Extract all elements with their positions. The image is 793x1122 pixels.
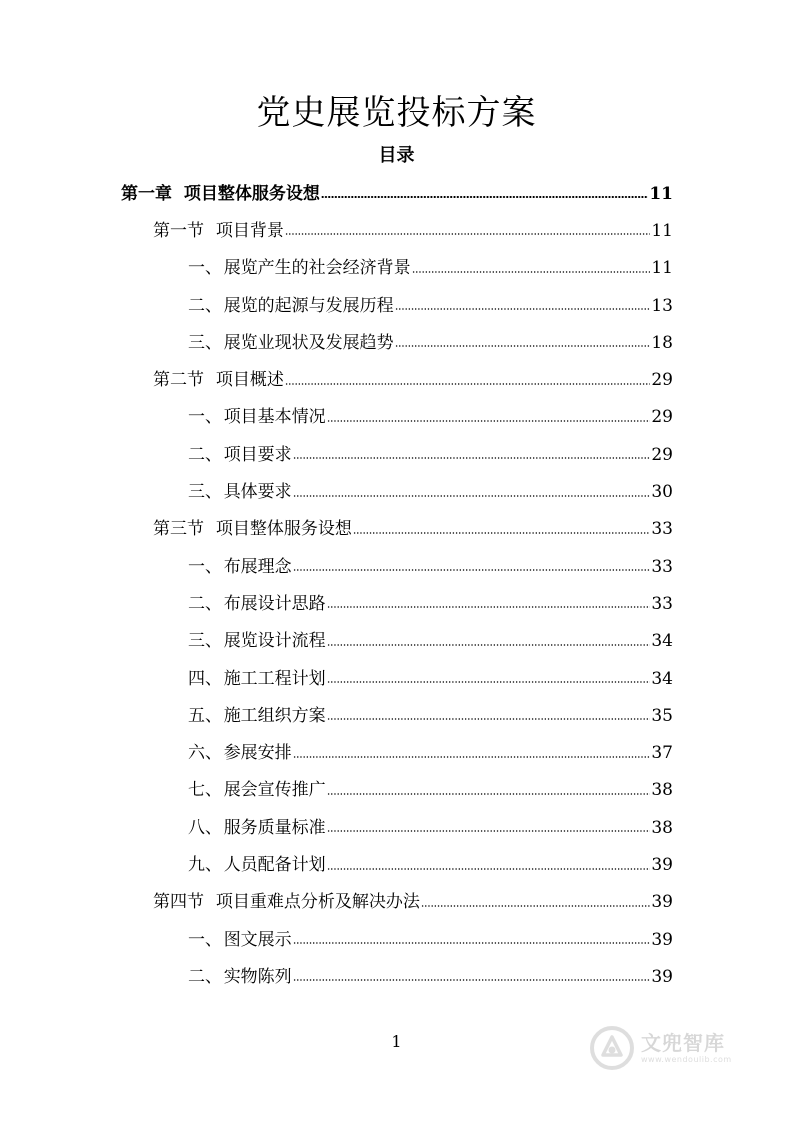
toc-entry-page: 34 — [651, 631, 673, 652]
toc-entry-text: 展览业现状及发展趋势 — [223, 332, 394, 353]
toc-entry[interactable] — [188, 660, 673, 697]
toc-entry[interactable] — [188, 697, 673, 734]
toc-entry-text: 具体要求 — [223, 482, 292, 503]
toc-entry[interactable] — [188, 436, 673, 473]
toc-dot-leader — [293, 940, 651, 946]
toc-entry-number: 一、 — [188, 929, 222, 950]
toc-entry-number: 第二节 — [153, 370, 204, 391]
toc-entry[interactable] — [188, 473, 673, 510]
toc-dot-leader — [285, 381, 650, 387]
toc-entry-label — [188, 332, 394, 354]
toc-entry-page: 11 — [651, 220, 673, 241]
toc-entry-number: 四、 — [188, 668, 222, 689]
toc-entry-label — [188, 593, 326, 615]
toc-entry-page: 18 — [651, 332, 673, 353]
toc-entry-page: 37 — [651, 743, 673, 764]
toc-entry-text: 项目基本情况 — [223, 407, 326, 428]
toc-entry-text: 参展安排 — [223, 743, 292, 764]
toc-entry-label — [153, 518, 352, 540]
toc-entry-text: 布展理念 — [223, 556, 292, 577]
toc-entry[interactable] — [188, 809, 673, 846]
toc-entry-page: 38 — [651, 817, 673, 838]
toc-entry-text: 项目整体服务设想 — [183, 183, 320, 204]
toc-entry-number: 三、 — [188, 332, 222, 353]
toc-entry-text: 项目整体服务设想 — [215, 519, 352, 540]
toc-dot-leader — [327, 791, 651, 797]
toc-entry-page: 39 — [651, 929, 673, 950]
document-title: 党史展览投标方案 — [256, 93, 537, 133]
toc-entry-text: 施工工程计划 — [223, 668, 326, 689]
toc-entry-page: 35 — [651, 705, 673, 726]
toc-dot-leader — [353, 530, 650, 536]
toc-entry-label — [188, 444, 292, 466]
toc-entry-page: 11 — [649, 183, 673, 204]
toc-entry[interactable] — [188, 735, 673, 772]
toc-entry-label — [188, 817, 326, 839]
toc-entry-text: 施工组织方案 — [223, 705, 326, 726]
toc-entry-number: 六、 — [188, 743, 222, 764]
toc-entry-label — [188, 630, 326, 652]
toc-entry-page: 29 — [651, 407, 673, 428]
toc-entry-label — [188, 668, 326, 690]
toc-entry-label — [188, 966, 292, 988]
toc-entry-label — [188, 705, 326, 727]
toc-entry[interactable] — [121, 175, 673, 212]
toc-entry-number: 第四节 — [153, 892, 204, 913]
toc-dot-leader — [293, 455, 651, 461]
toc-dot-leader — [395, 343, 651, 349]
toc-entry-page: 30 — [651, 482, 673, 503]
toc-entry-label — [188, 257, 411, 279]
toc-entry-label — [188, 295, 394, 317]
toc-entry-text: 图文展示 — [223, 929, 292, 950]
toc-entry-page: 39 — [651, 892, 673, 913]
toc-entry-number: 一、 — [188, 258, 222, 279]
toc-entry-number: 五、 — [188, 705, 222, 726]
toc-entry-label — [153, 220, 284, 242]
toc-entry[interactable] — [188, 324, 673, 361]
toc-entry-label — [153, 369, 284, 391]
toc-entry-text: 实物陈列 — [223, 966, 292, 987]
toc-entry[interactable] — [188, 399, 673, 436]
toc-entry-number: 第一节 — [153, 220, 204, 241]
toc-entry-text: 项目重难点分析及解决办法 — [215, 892, 420, 913]
toc-dot-leader — [412, 269, 651, 275]
watermark — [589, 1022, 759, 1074]
toc-entry-label — [153, 891, 420, 913]
toc-entry-text: 项目背景 — [215, 220, 284, 241]
toc-entry-label — [188, 481, 292, 503]
toc-entry-label — [188, 929, 292, 951]
toc-entry-page: 39 — [651, 966, 673, 987]
toc-dot-leader — [327, 866, 651, 872]
toc-entry-page: 29 — [651, 370, 673, 391]
toc-entry-number: 三、 — [188, 482, 222, 503]
toc-entry[interactable] — [153, 362, 673, 399]
toc-dot-leader — [327, 716, 651, 722]
toc-entry[interactable] — [188, 287, 673, 324]
toc-dot-leader — [395, 306, 651, 312]
toc-entry[interactable] — [153, 884, 673, 921]
toc-dot-leader — [327, 604, 651, 610]
watermark-name: 文兜智库 — [641, 1031, 725, 1055]
toc-entry-text: 展览产生的社会经济背景 — [223, 258, 411, 279]
toc-entry-number: 第三节 — [153, 519, 204, 540]
toc-entry-number: 二、 — [188, 444, 222, 465]
toc-entry[interactable] — [188, 958, 673, 995]
toc-heading: 目录 — [378, 145, 415, 166]
toc-entry[interactable] — [153, 511, 673, 548]
wendou-logo-icon — [589, 1025, 635, 1071]
toc-entry-page: 13 — [651, 295, 673, 316]
toc-entry-page: 11 — [651, 258, 673, 279]
toc-dot-leader — [327, 642, 651, 648]
toc-entry-number: 一、 — [188, 407, 222, 428]
toc-entry-text: 服务质量标准 — [223, 817, 326, 838]
toc-entry-number: 九、 — [188, 855, 222, 876]
toc-entry-text: 人员配备计划 — [223, 855, 326, 876]
toc-entry-number: 二、 — [188, 966, 222, 987]
toc-entry-text: 项目要求 — [223, 444, 292, 465]
toc-entry[interactable] — [188, 585, 673, 622]
toc-entry-label — [188, 556, 292, 578]
toc-entry-page: 33 — [651, 593, 673, 614]
toc-entry-text: 展会宣传推广 — [223, 780, 326, 801]
toc-entry-number: 七、 — [188, 780, 222, 801]
toc-entry[interactable] — [188, 548, 673, 585]
toc-entry-page: 33 — [651, 519, 673, 540]
toc-entry-number: 一、 — [188, 556, 222, 577]
toc-entry-number: 三、 — [188, 631, 222, 652]
toc-dot-leader — [285, 231, 650, 237]
toc-dot-leader — [293, 754, 651, 760]
toc-entry-number: 二、 — [188, 593, 222, 614]
toc-entry-page: 29 — [651, 444, 673, 465]
toc-entry[interactable] — [188, 921, 673, 958]
toc-entry-page: 34 — [651, 668, 673, 689]
toc-entry-text: 项目概述 — [215, 370, 284, 391]
toc-entry[interactable] — [188, 623, 673, 660]
toc-entry-text: 展览设计流程 — [223, 631, 326, 652]
toc-entry-label — [188, 779, 326, 801]
toc-entry-label — [121, 183, 320, 205]
toc-dot-leader — [293, 567, 651, 573]
toc-dot-leader — [327, 418, 651, 424]
toc-entry-number: 二、 — [188, 295, 222, 316]
toc-entry-page: 38 — [651, 780, 673, 801]
toc-entry-number: 八、 — [188, 817, 222, 838]
page-number: 1 — [391, 1032, 402, 1051]
watermark-url: www.wendoulib.com — [641, 1055, 732, 1064]
toc-entry-label — [188, 854, 326, 876]
toc-entry[interactable] — [153, 212, 673, 249]
toc-entry-label — [188, 406, 326, 428]
toc-entry-number: 第一章 — [121, 183, 172, 204]
toc-entry[interactable] — [188, 846, 673, 883]
toc-entry-page: 39 — [651, 855, 673, 876]
toc-dot-leader — [321, 194, 648, 200]
toc-entry[interactable] — [188, 772, 673, 809]
toc-entry-text: 布展设计思路 — [223, 593, 326, 614]
toc-entry-page: 33 — [651, 556, 673, 577]
toc-dot-leader — [293, 493, 651, 499]
toc-entry[interactable] — [188, 250, 673, 287]
toc-entry-label — [188, 742, 292, 764]
toc-dot-leader — [293, 977, 651, 983]
toc-dot-leader — [421, 903, 650, 909]
toc-dot-leader — [327, 679, 651, 685]
toc-dot-leader — [327, 828, 651, 834]
toc-entry-text: 展览的起源与发展历程 — [223, 295, 394, 316]
